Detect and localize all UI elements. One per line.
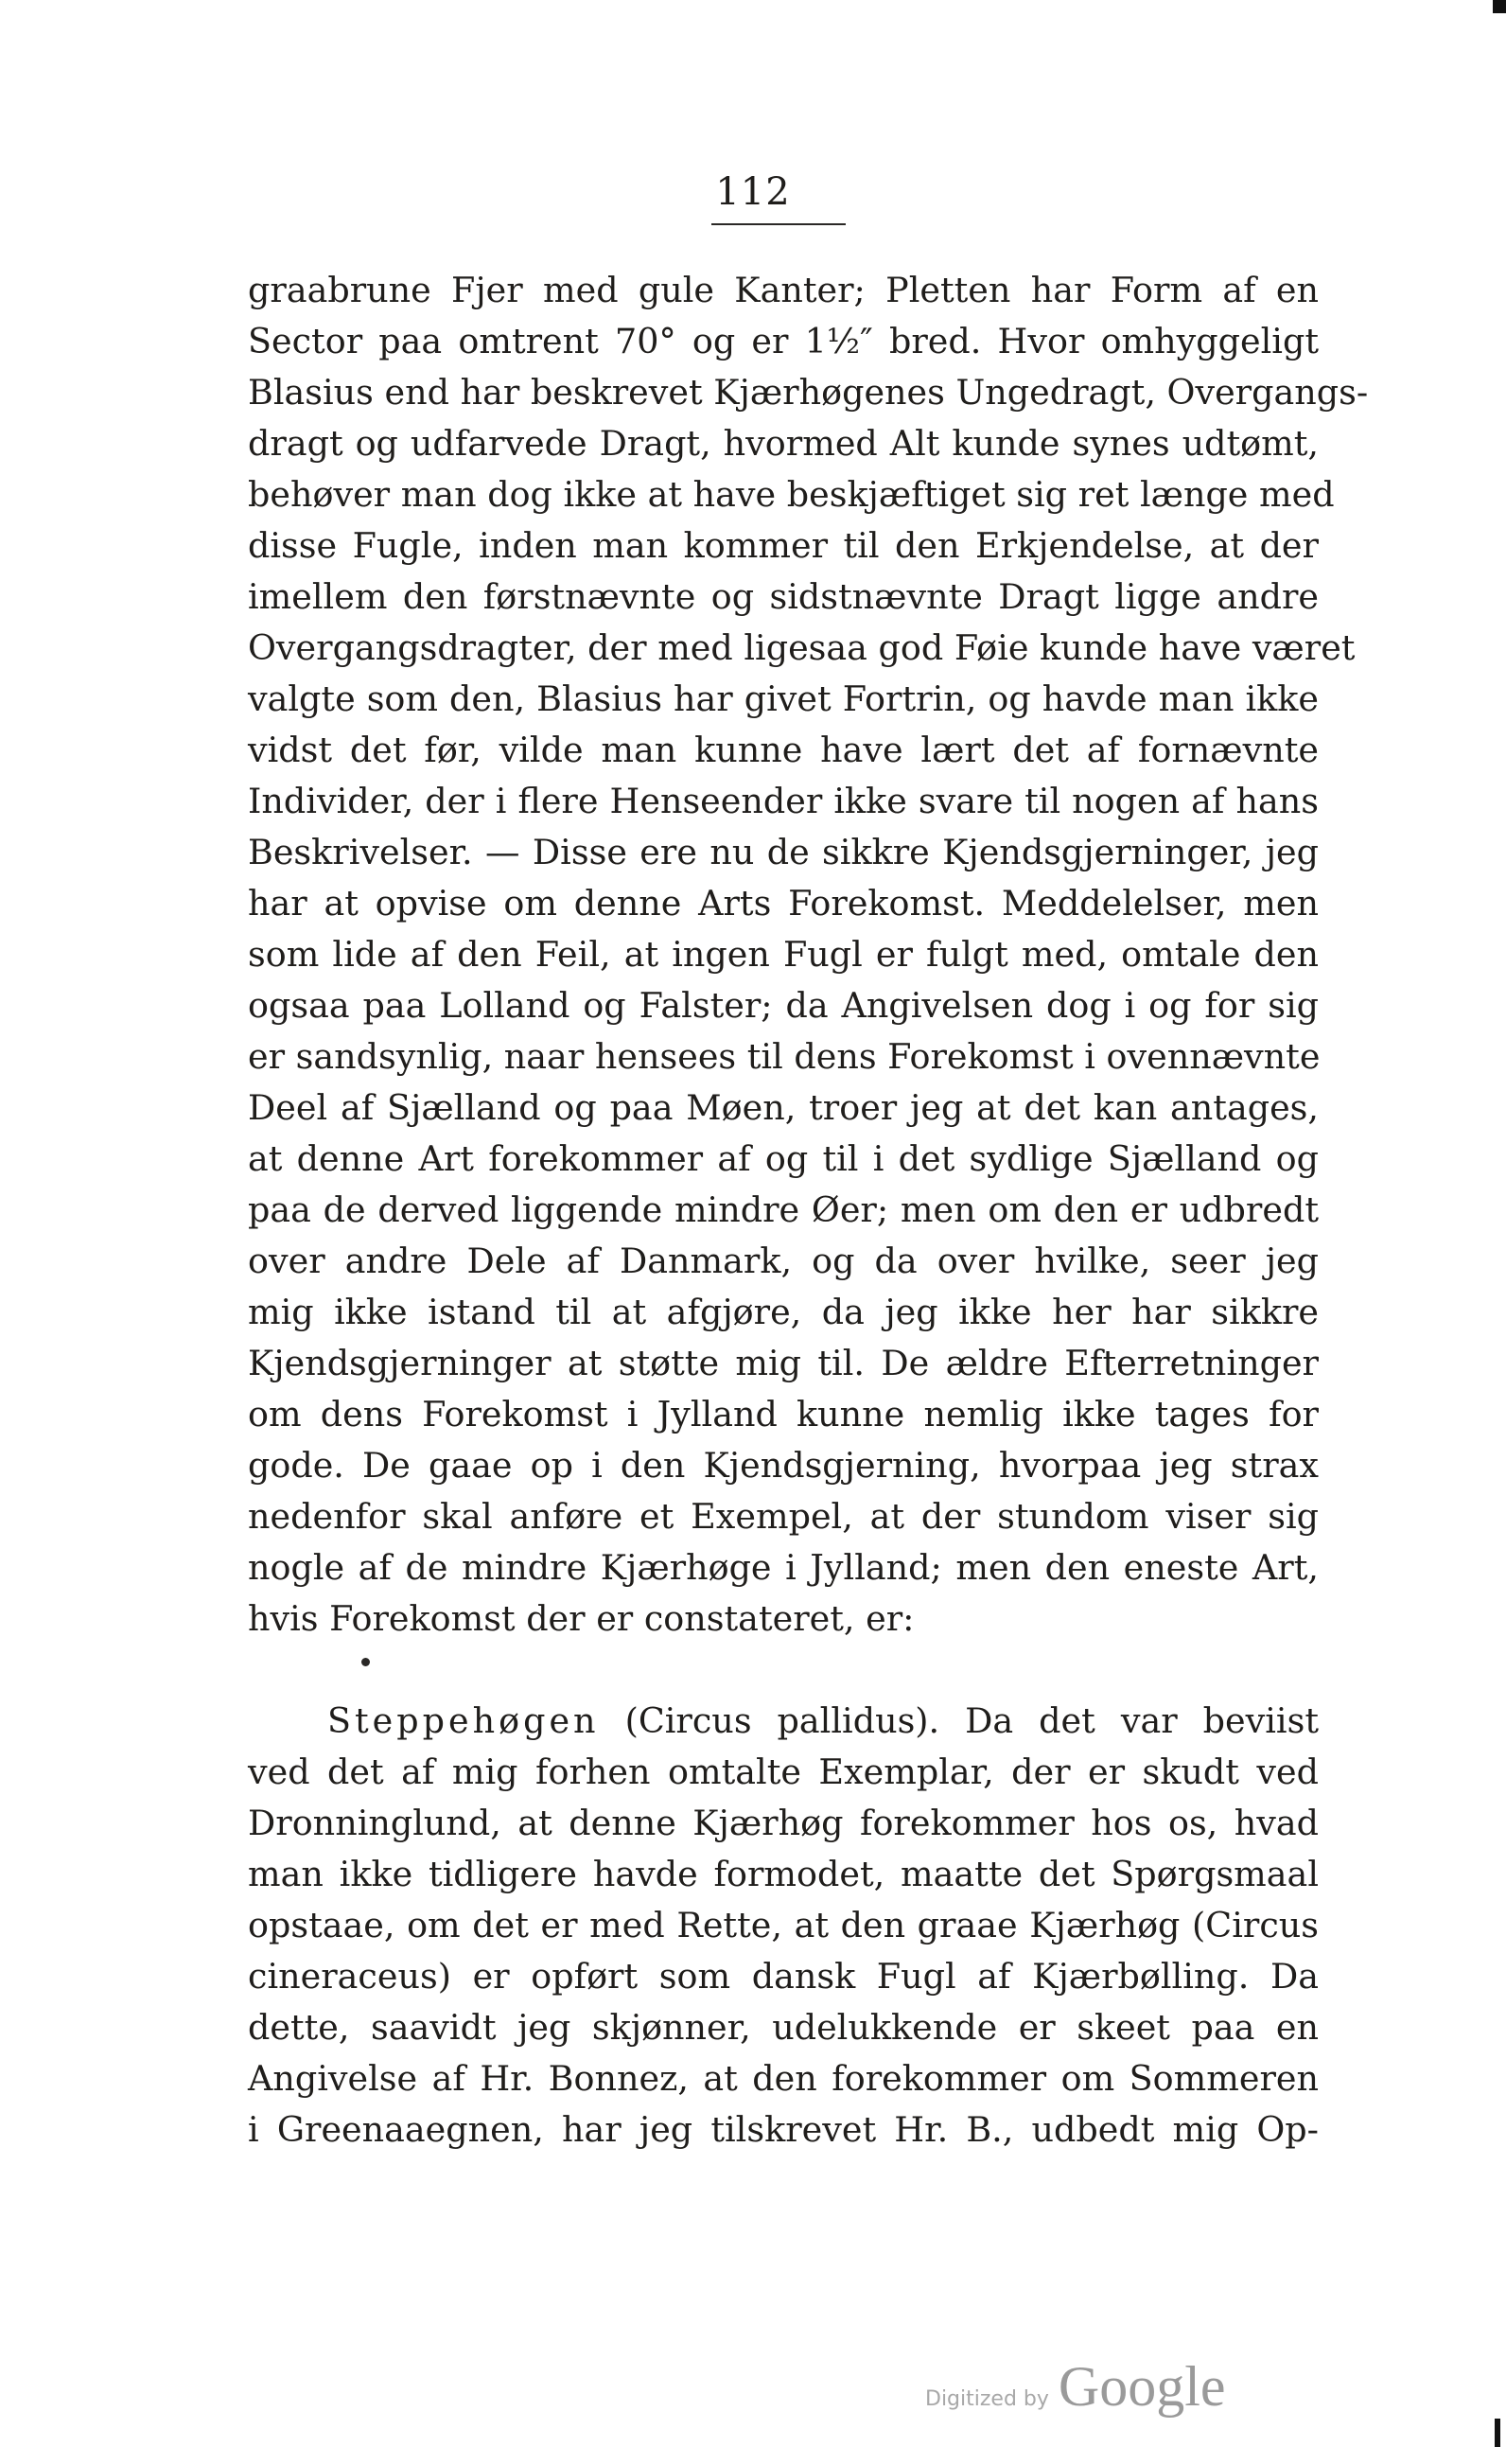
text-line: dette, saavidt jeg skjønner, udelukkende er skeet paa en — [248, 2007, 1319, 2048]
section-heading-rest: (Circus pallidus). Da det var beviist — [624, 1700, 1319, 1741]
text-line: disse Fugle, inden man kommer til den Erkjendelse, at der — [248, 525, 1319, 566]
text-line: mig ikke istand til at afgjøre, da jeg ikke her har sikkre — [248, 1292, 1319, 1332]
section-heading-line — [248, 1696, 1319, 1747]
scan-edge-mark — [1493, 0, 1506, 13]
text-line: imellem den førstnævnte og sidstnævnte Dragt ligge andre — [248, 576, 1319, 617]
text-line: er sandsynlig, naar hensees til dens Forekomst i ovennævnte — [248, 1036, 1321, 1077]
text-line: gode. De gaae op i den Kjendsgjerning, hvorpaa jeg strax — [248, 1445, 1319, 1486]
text-line: Deel af Sjælland og paa Møen, troer jeg at det kan antages, — [248, 1087, 1319, 1128]
text-line: Blasius end har beskrevet Kjærhøgenes Ungedragt, Overgangs- — [248, 372, 1369, 413]
text-line: i Greenaaegnen, har jeg tilskrevet Hr. B., udbedt mig Op- — [248, 2109, 1319, 2150]
text-line: paa de derved liggende mindre Øer; men om den er udbredt — [248, 1189, 1319, 1230]
text-line: Sector paa omtrent 70° og er 1½″ bred. Hvor omhyggeligt — [248, 321, 1319, 361]
text-line: opstaae, om det er med Rette, at den graae Kjærhøg (Circus — [248, 1905, 1319, 1945]
text-line: at denne Art forekommer af og til i det sydlige Sjælland og — [248, 1138, 1319, 1179]
watermark-label: Digitized by — [925, 2387, 1049, 2411]
text-line: ogsaa paa Lolland og Falster; da Angivelsen dog i og for sig — [248, 985, 1319, 1026]
text-line: vidst det før, vilde man kunne have lært det af fornævnte — [248, 730, 1319, 770]
scan-edge-mark-bottom — [1495, 2419, 1500, 2447]
text-line: man ikke tidligere havde formodet, maatte det Spørgsmaal — [248, 1854, 1319, 1894]
text-line: Beskrivelser. — Disse ere nu de sikkre Kjendsgjerninger, jeg — [248, 832, 1319, 872]
text-line: nedenfor skal anføre et Exempel, at der stundom viser sig — [248, 1496, 1319, 1537]
text-line: cineraceus) er opført som dansk Fugl af Kjærbølling. Da — [248, 1956, 1319, 1997]
body-text — [248, 265, 1369, 2156]
text-line: over andre Dele af Danmark, og da over hvilke, seer jeg — [248, 1241, 1319, 1281]
section-gap — [248, 1645, 1319, 1696]
text-line: behøver man dog ikke at have beskjæftiget sig ret længe med — [248, 474, 1335, 515]
page-number: 112 — [715, 170, 791, 214]
text-line: om dens Forekomst i Jylland kunne nemlig ikke tages for — [248, 1394, 1319, 1434]
text-line: hvis Forekomst der er constateret, er: — [248, 1598, 915, 1639]
text-line: valgte som den, Blasius har givet Fortrin, og havde man ikke — [248, 678, 1319, 719]
google-logo: Google — [1058, 2355, 1226, 2418]
text-line: nogle af de mindre Kjærhøge i Jylland; men den eneste Art, — [248, 1547, 1319, 1588]
text-line: Dronninglund, at denne Kjærhøg forekommer hos os, hvad — [248, 1803, 1319, 1843]
text-line: Kjendsgjerninger at støtte mig til. De ældre Efterretninger — [248, 1343, 1319, 1383]
text-line: dragt og udfarvede Dragt, hvormed Alt kunde synes udtømt, — [248, 423, 1319, 464]
text-line: graabrune Fjer med gule Kanter; Pletten har Form af en — [248, 270, 1319, 310]
text-line: Angivelse af Hr. Bonnez, at den forekommer om Sommeren — [248, 2058, 1319, 2099]
text-line: ved det af mig forhen omtalte Exemplar, der er skudt ved — [248, 1751, 1319, 1792]
text-line: Individer, der i flere Henseender ikke svare til nogen af hans — [248, 781, 1319, 821]
page-number-rule — [711, 223, 846, 225]
section-bullet-mark — [361, 1658, 370, 1666]
text-line: som lide af den Feil, at ingen Fugl er fulgt med, omtale den — [248, 934, 1319, 975]
text-line: har at opvise om denne Arts Forekomst. Meddelelser, men — [248, 883, 1319, 924]
text-line: Overgangsdragter, der med ligesaa god Føie kunde have været — [248, 627, 1356, 668]
species-name: Steppehøgen — [327, 1700, 600, 1741]
digitized-watermark — [925, 2354, 1226, 2420]
